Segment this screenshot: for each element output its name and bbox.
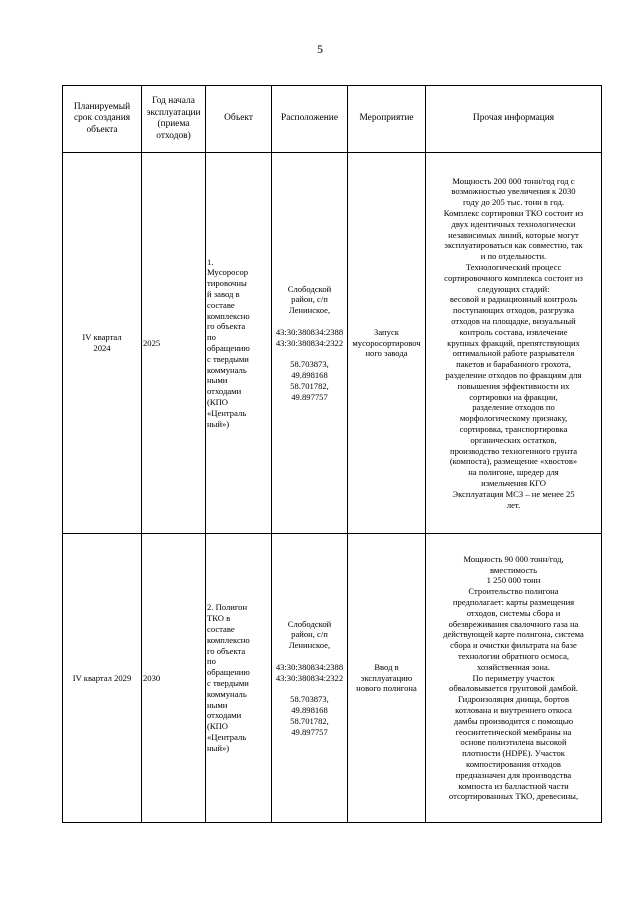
- info-cell: Мощность 90 000 тонн/год, вместимость 1 250 000 тонн Строительство полигона предполагает: карты размещения отходов, системы сбора и обезвреживания свалочного газа на действующей карте полигона, система сбора и очистки фильтрата на базе технологии обратного осмоса, хозяйственная зона. По периметру участок обваловывается грунтовой дамбой. Гидроизоляция днища, бортов котлована и внутреннего откоса дамбы производится с помощью геосинтетической мембраны на основе полиэтилена высокой плотности (HDPE). Участок компостирования отходов предназначен для производства компоста из балластной части отсортированных ТКО, древесины,: [426, 534, 602, 823]
- start-year-cell: 2025: [142, 153, 206, 534]
- header-object: Объект: [206, 86, 272, 153]
- header-other-info: Прочая информация: [426, 86, 602, 153]
- header-planned-period: Планируемый срок создания объекта: [63, 86, 142, 153]
- table-row: [63, 534, 602, 823]
- info-cell: Мощность 200 000 тонн/год год с возможностью увеличения к 2030 году до 205 тыс. тонн в год. Комплекс сортировки ТКО состоит из двух идентичных технологически независимых линий, которые могут эксплуатироваться как совместно, так и по отдельности. Технологический процесс сортировочного комплекса состоит из следующих стадий: весовой и радиационный контроль поступающих отходов, разгрузка отходов на площадке, визуальный контроль состава, извлечение крупных фракций, препятствующих оптимальной работе разрывателя пакетов и барабанного грохота, разделение отходов по фракциям для повышения эффективности их сортировки на фракции, разделение отходов по морфологическому признаку, сортировка, транспортировка органических остатков, производство техногенного грунта (компоста), размещение «хвостов» на полигоне, шредер для измельчения КГО Эксплуатация МСЗ – не менее 25 лет.: [426, 153, 602, 534]
- header-start-year: Год начала эксплуатации (приема отходов): [142, 86, 206, 153]
- measure-cell: Ввод в эксплуатацию нового полигона: [348, 534, 426, 823]
- location-cell: Слободской район, с/п Ленинское, 43:30:380834:2388 43:30:380834:2322 58.703873, 49.898168 58.701782, 49.897757: [272, 153, 348, 534]
- page-number: 5: [317, 42, 323, 56]
- object-cell: 2. Полигон ТКО в составе комплексно го объекта по обращению с твердыми коммуналь ными отходами (КПО «Централь ный»): [206, 534, 272, 823]
- period-cell: IV квартал 2029: [63, 534, 142, 823]
- measure-cell: Запуск мусоросортировоч ного завода: [348, 153, 426, 534]
- location-cell: Слободской район, с/п Ленинское, 43:30:380834:2388 43:30:380834:2322 58.703873, 49.898168 58.701782, 49.897757: [272, 534, 348, 823]
- period-cell: IV квартал 2024: [63, 153, 142, 534]
- table-row: [63, 153, 602, 534]
- start-year-cell: 2030: [142, 534, 206, 823]
- object-cell: 1. Мусоросор тировочны й завод в составе комплексно го объекта по обращению с твердыми коммуналь ными отходами (КПО «Централь ный»): [206, 153, 272, 534]
- table-header-row: [63, 86, 602, 153]
- header-location: Расположение: [272, 86, 348, 153]
- header-measure: Мероприятие: [348, 86, 426, 153]
- facilities-table: [62, 85, 602, 823]
